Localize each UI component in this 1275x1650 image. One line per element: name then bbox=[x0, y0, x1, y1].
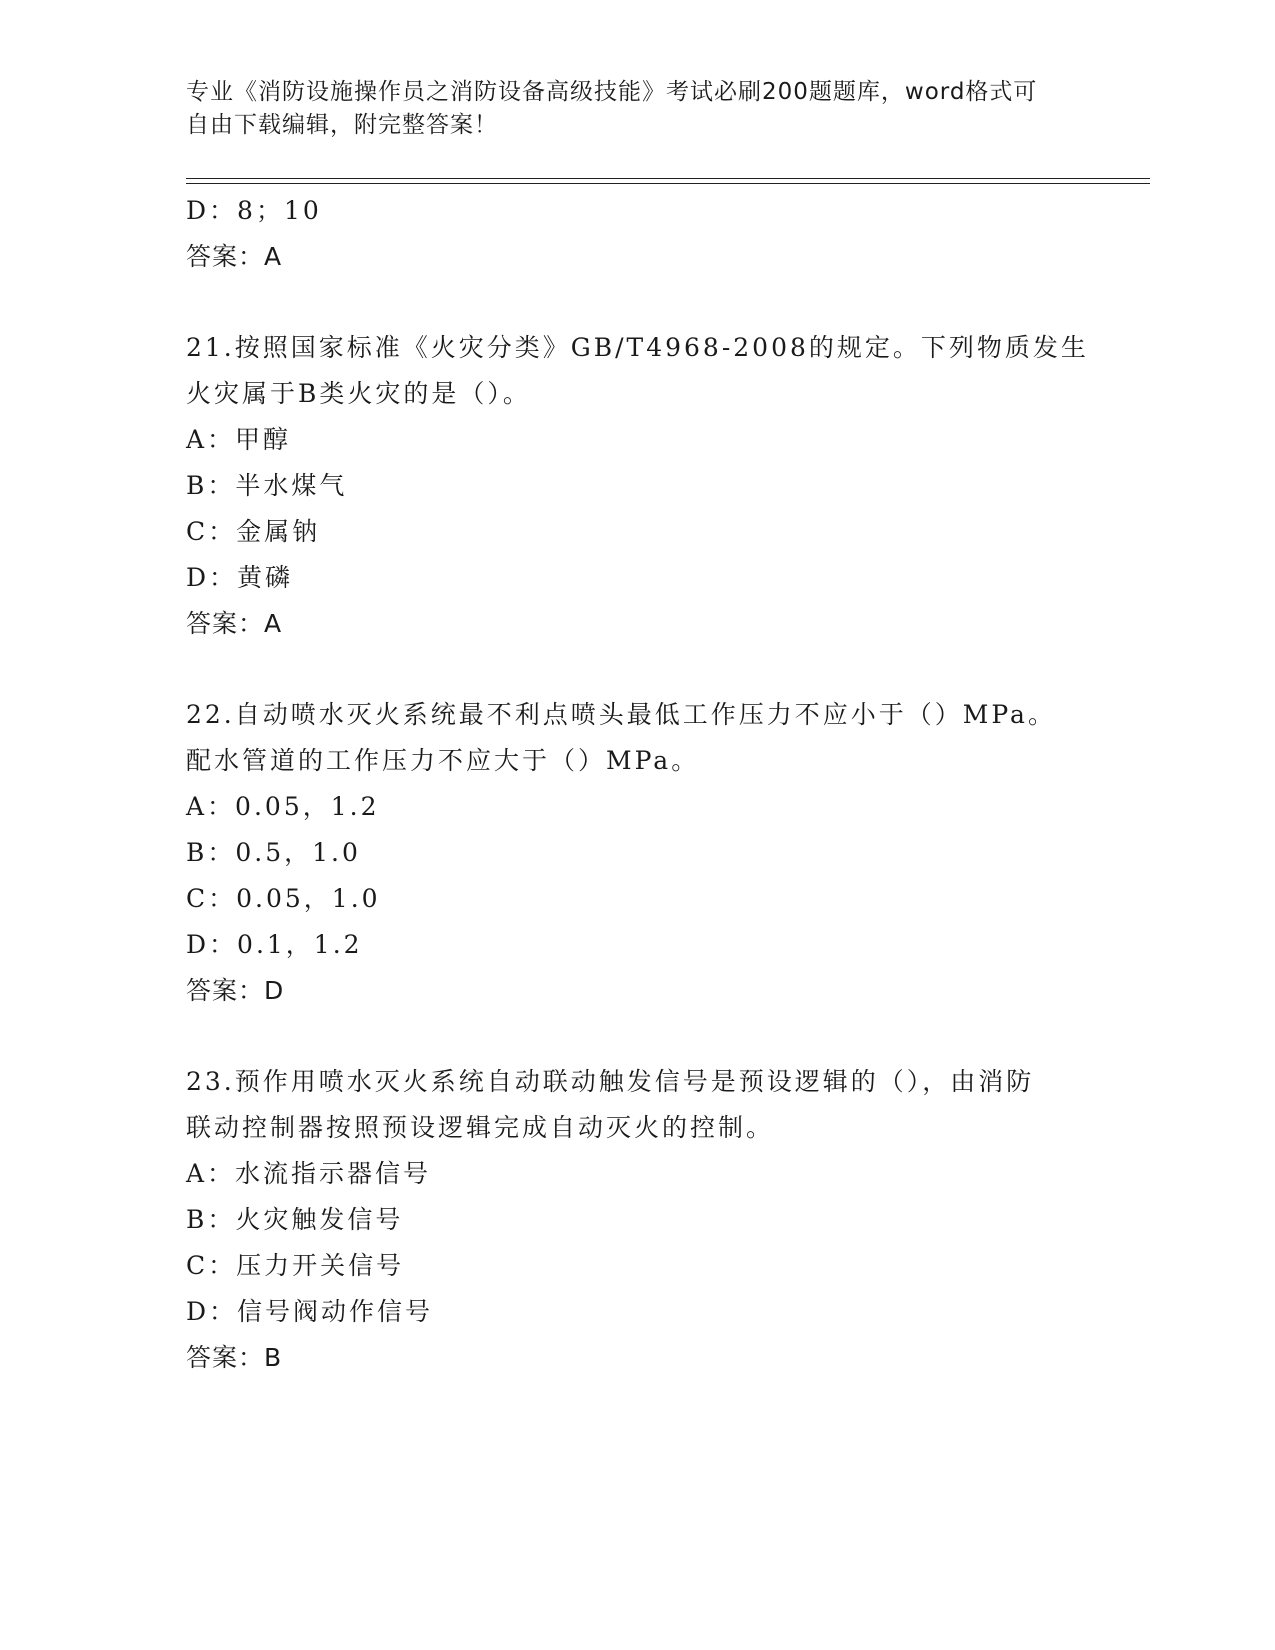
option-a: A：甲醇 bbox=[186, 425, 292, 454]
header-divider-bottom bbox=[186, 183, 1150, 184]
answer: 答案：A bbox=[186, 242, 283, 271]
answer: 答案：A bbox=[186, 609, 283, 638]
option-b: B：火灾触发信号 bbox=[186, 1205, 404, 1234]
document-header bbox=[186, 76, 1066, 142]
option-b: B：0.5，1.0 bbox=[186, 838, 361, 867]
answer: 答案：B bbox=[186, 1343, 283, 1372]
header-divider-top bbox=[186, 178, 1150, 179]
option-d: D：8；10 bbox=[186, 196, 322, 225]
question-23 bbox=[186, 1059, 1086, 1381]
option-c: C：0.05，1.0 bbox=[186, 884, 381, 913]
option-d: D：黄磷 bbox=[186, 563, 294, 592]
option-a: A：0.05，1.2 bbox=[186, 792, 380, 821]
document-body bbox=[186, 188, 1089, 1381]
header-line-1: 专业《消防设施操作员之消防设备高级技能》考试必刷200题题库，word格式可 bbox=[186, 79, 1038, 105]
spacer bbox=[186, 647, 1086, 692]
header-line-2: 自由下载编辑，附完整答案！ bbox=[186, 112, 498, 138]
question-text-line-1: 23.预作用喷水灭火系统自动联动触发信号是预设逻辑的（），由消防 bbox=[186, 1067, 1035, 1096]
option-a: A：水流指示器信号 bbox=[186, 1159, 432, 1188]
question-text-line-1: 22.自动喷水灭火系统最不利点喷头最低工作压力不应小于（）MPa。 bbox=[186, 700, 1056, 729]
question-22 bbox=[186, 692, 1086, 1014]
question-21 bbox=[186, 325, 1089, 647]
question-text-line-2: 联动控制器按照预设逻辑完成自动灭火的控制。 bbox=[186, 1113, 775, 1142]
question-text-line-1: 21.按照国家标准《火灾分类》GB/T4968-2008的规定。下列物质发生 bbox=[186, 333, 1089, 362]
option-d: D：0.1，1.2 bbox=[186, 930, 363, 959]
spacer bbox=[186, 1014, 1086, 1059]
answer: 答案：D bbox=[186, 976, 285, 1005]
option-c: C：金属钠 bbox=[186, 517, 321, 546]
question-text-line-2: 火灾属于B类火灾的是（）。 bbox=[186, 379, 531, 408]
spacer bbox=[186, 280, 1086, 325]
option-c: C：压力开关信号 bbox=[186, 1251, 405, 1280]
question-text-line-2: 配水管道的工作压力不应大于（）MPa。 bbox=[186, 746, 700, 775]
option-b: B：半水煤气 bbox=[186, 471, 348, 500]
option-d: D：信号阀动作信号 bbox=[186, 1297, 434, 1326]
